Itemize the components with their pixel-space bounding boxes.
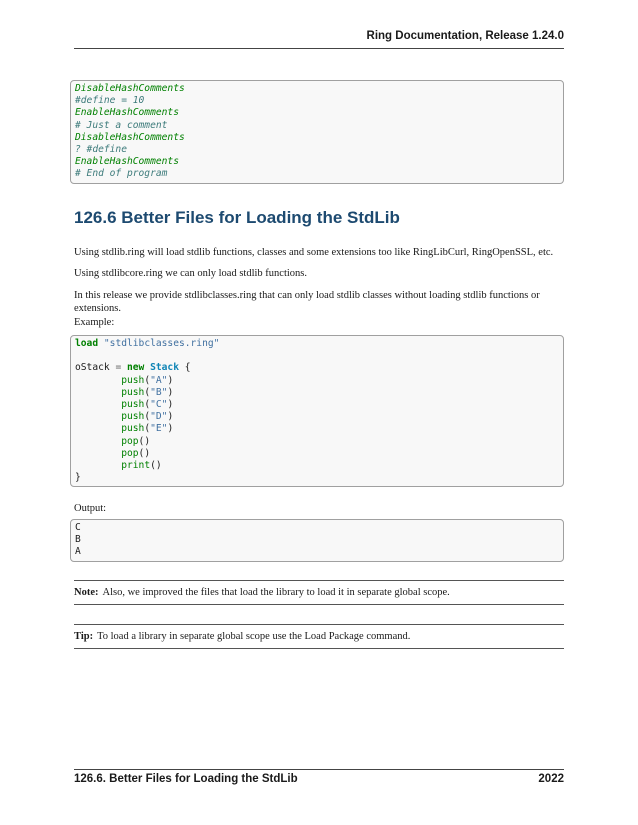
code-string: "C" (150, 398, 168, 410)
header-rule (74, 48, 564, 49)
code-function: push (121, 411, 145, 423)
code-line: EnableHashComments (75, 107, 179, 119)
code-line: #define = 10 (75, 95, 145, 107)
footer-rule (74, 769, 564, 770)
code-string: "D" (150, 411, 168, 423)
code-function: pop (121, 435, 139, 447)
code-string: "B" (150, 386, 168, 398)
output-line: A (75, 546, 81, 558)
tip-text: To load a library in separate global scope use the Load Package command. (97, 631, 411, 642)
code-line: ? #define (75, 143, 127, 155)
code-string: "E" (150, 423, 168, 435)
code-function: push (121, 374, 145, 386)
code-block-output (70, 519, 564, 562)
code-function: print (121, 459, 151, 471)
tip-admonition (74, 624, 564, 649)
code-brace: { (184, 362, 191, 374)
code-line: # Just a comment (75, 119, 168, 131)
code-class: Stack (150, 362, 179, 374)
page-number: 2022 (538, 773, 564, 785)
note-admonition (74, 580, 564, 605)
note-text: Also, we improved the files that load the library to load it in separate global scope. (102, 587, 450, 598)
paragraph-stdlibcore: Using stdlibcore.ring we can only load stdlib functions. (74, 268, 308, 279)
tip-label: Tip: (74, 631, 94, 642)
code-operator: = (115, 362, 122, 374)
code-keyword: load (75, 338, 99, 349)
output-line: B (75, 534, 81, 546)
code-function: push (121, 423, 145, 435)
footer-section-title: 126.6. Better Files for Loading the StdLib (74, 773, 298, 785)
section-title: 126.6 Better Files for Loading the StdLib (74, 208, 400, 227)
paragraph-stdlib: Using stdlib.ring will load stdlib functions, classes and some extensions too like RingLibCurl, RingOpenSSL, etc. (74, 247, 554, 258)
code-line: DisableHashComments (75, 131, 185, 143)
code-brace: } (75, 472, 81, 484)
code-line: DisableHashComments (75, 83, 185, 94)
code-keyword: new (127, 362, 145, 374)
code-line: EnableHashComments (75, 156, 179, 168)
code-function: push (121, 398, 145, 410)
example-label: Example: (74, 317, 115, 328)
code-string: "A" (150, 374, 168, 386)
note-label: Note: (74, 587, 99, 598)
code-function: push (121, 386, 145, 398)
paragraph-stdlibclasses: In this release we provide stdlibclasses.ring that can only load stdlib classes without loading stdlib functions or extensions. (74, 290, 540, 314)
code-block-example: load "stdlibclasses.ring" oStack = new Stack { push("A") push("B") push("C") push("D") push("E") pop() pop() print() } (70, 335, 564, 487)
code-function: pop (121, 447, 139, 459)
code-variable: oStack (75, 362, 110, 374)
code-string: "stdlibclasses.ring" (103, 338, 220, 349)
output-label: Output: (74, 503, 107, 514)
output-line: C (75, 522, 81, 533)
page-header: Ring Documentation, Release 1.24.0 (366, 30, 564, 42)
code-line: # End of program (75, 168, 168, 180)
code-block-hash-comments (70, 80, 564, 184)
